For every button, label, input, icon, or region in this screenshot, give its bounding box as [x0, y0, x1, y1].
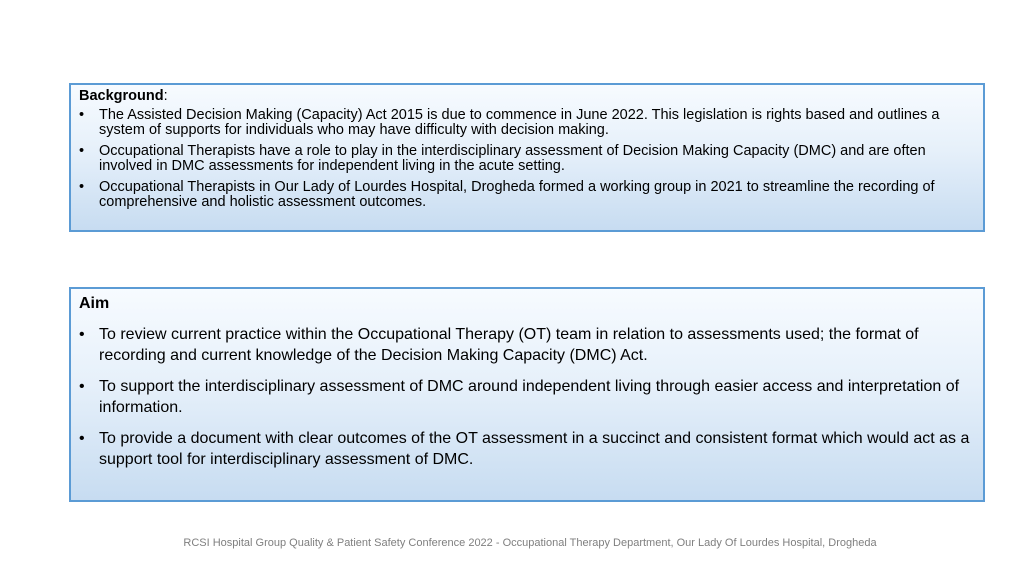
background-panel	[69, 83, 985, 232]
background-item	[79, 108, 975, 138]
aim-heading	[79, 294, 975, 314]
background-item-text: Occupational Therapists have a role to play in the interdisciplinary assessment of Decision Making Capacity (DMC) and are often involved in DMC assessments for independent living in the acute setting.	[99, 143, 926, 174]
aim-item-text: To support the interdisciplinary assessment of DMC around independent living through easier access and interpretation of information.	[99, 378, 960, 416]
background-item	[79, 144, 975, 174]
aim-list	[79, 324, 975, 470]
aim-title: Aim	[79, 295, 110, 312]
background-item-text: The Assisted Decision Making (Capacity) Act 2015 is due to commence in June 2022. This legislation is rights based and outlines a system of supports for individuals who may have difficulty with decision making.	[99, 107, 940, 138]
background-list	[79, 108, 975, 210]
footer-text: RCSI Hospital Group Quality & Patient Safety Conference 2022 - Occupational Therapy Department, Our Lady Of Lourdes Hospital, Drogheda	[183, 537, 877, 549]
bullet-icon: •	[79, 378, 85, 395]
aim-item-text: To review current practice within the Occupational Therapy (OT) team in relation to assessments used; the format of recording and current knowledge of the Decision Making Capacity (DMC) Act.	[99, 326, 919, 364]
background-title: Background	[79, 88, 164, 104]
background-item-text: Occupational Therapists in Our Lady of Lourdes Hospital, Drogheda formed a working group in 2021 to streamline the recording of comprehensive and holistic assessment outcomes.	[99, 179, 935, 210]
aim-item	[79, 324, 975, 366]
background-item	[79, 180, 975, 210]
aim-panel	[69, 287, 985, 502]
footer	[0, 537, 1024, 549]
bullet-icon: •	[79, 430, 85, 447]
background-heading	[79, 87, 975, 105]
background-title-colon: :	[163, 88, 168, 104]
bullet-icon: •	[79, 107, 85, 123]
bullet-icon: •	[79, 326, 85, 343]
aim-item	[79, 428, 975, 470]
bullet-icon: •	[79, 143, 85, 159]
aim-item	[79, 376, 975, 418]
aim-item-text: To provide a document with clear outcomes of the OT assessment in a succinct and consistent format which would act as a support tool for interdisciplinary assessment of DMC.	[99, 430, 970, 468]
bullet-icon: •	[79, 179, 85, 195]
